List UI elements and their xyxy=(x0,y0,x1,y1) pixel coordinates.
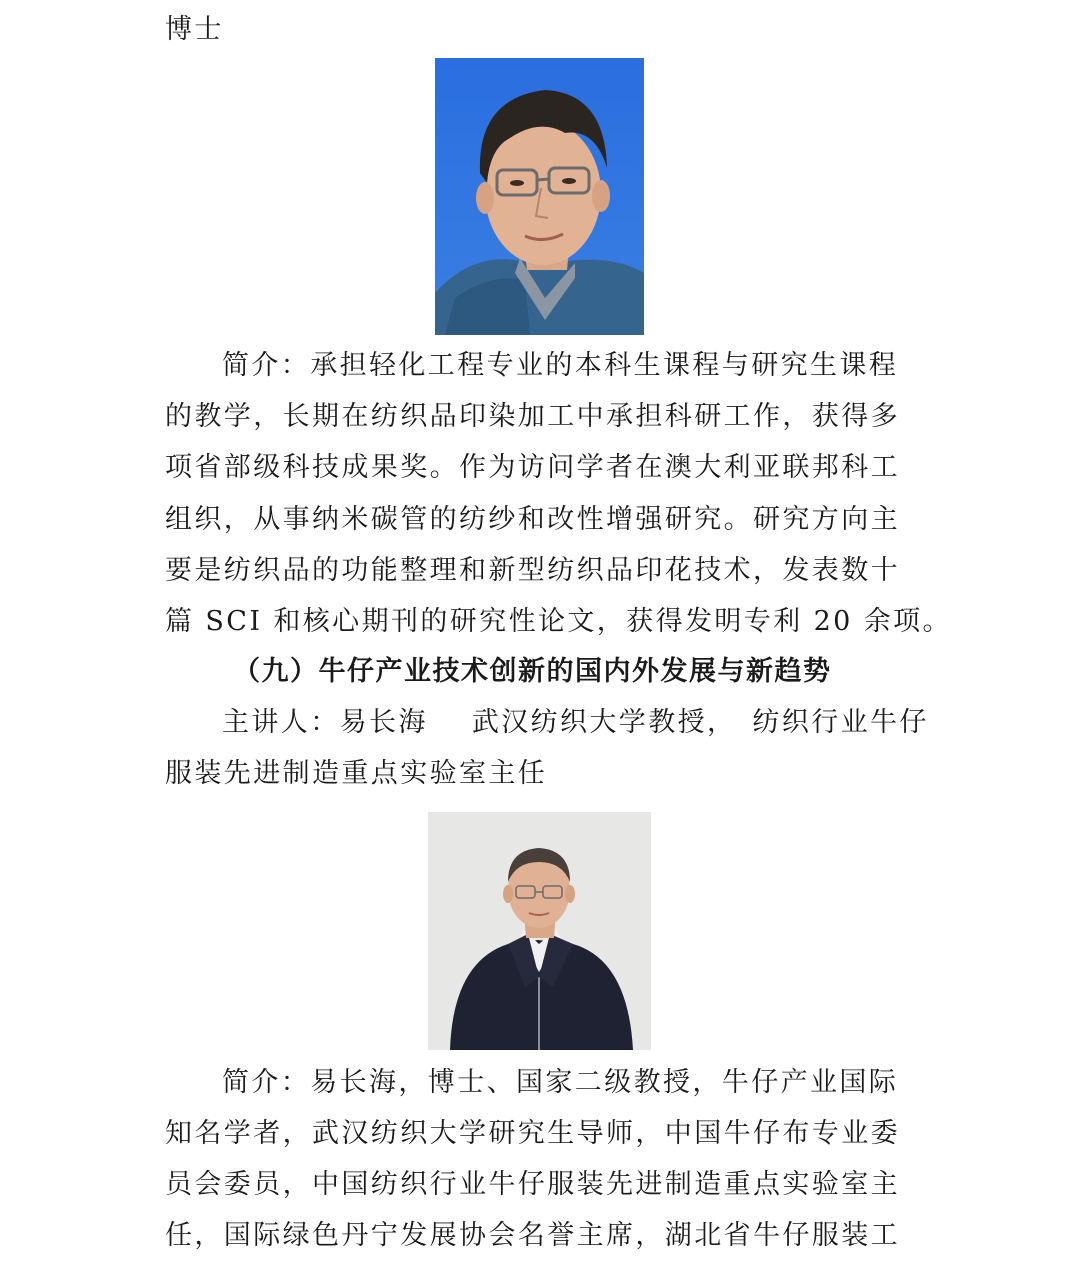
speaker2-bio-line-2: 知名学者，武汉纺织大学研究生导师，中国牛仔布专业委 xyxy=(165,1118,900,1149)
speaker2-bio-line-4: 任，国际绿色丹宁发展协会名誉主席，湖北省牛仔服装工 xyxy=(165,1220,900,1251)
speaker2-intro-line-2: 服装先进制造重点实验室主任 xyxy=(165,758,548,789)
speaker1-portrait xyxy=(435,58,644,335)
speaker2-bio-line-1: 简介：易长海，博士、国家二级教授，牛仔产业国际 xyxy=(222,1067,899,1098)
section-heading: （九）牛仔产业技术创新的国内外发展与新趋势 xyxy=(233,656,832,687)
speaker2-intro-line-1 xyxy=(222,705,982,741)
speaker1-bio-line-1: 简介：承担轻化工程专业的本科生课程与研究生课程 xyxy=(222,350,899,381)
speaker1-bio-line-2: 的教学，长期在纺织品印染加工中承担科研工作，获得多 xyxy=(165,401,900,432)
speaker2-portrait xyxy=(428,812,651,1050)
speaker1-bio-line-4: 组织，从事纳米碳管的纺纱和改性增强研究。研究方向主 xyxy=(165,504,900,535)
speaker2-name: 主讲人：易长海 xyxy=(222,707,428,738)
speaker1-portrait-drawing xyxy=(435,58,644,335)
speaker1-bio-line-6: 篇 SCI 和核心期刊的研究性论文，获得发明专利 20 余项。 xyxy=(165,606,952,637)
speaker1-bio-line-5: 要是纺织品的功能整理和新型纺织品印花技术，发表数十 xyxy=(165,555,900,586)
speaker2-role-start: 纺织行业牛仔 xyxy=(752,707,929,738)
speaker2-affiliation: 武汉纺织大学教授， xyxy=(471,707,737,738)
speaker2-portrait-drawing xyxy=(428,812,651,1050)
speaker2-bio-line-3: 员会委员，中国纺织行业牛仔服装先进制造重点实验室主 xyxy=(165,1169,900,1200)
speaker1-bio-line-3: 项省部级科技成果奖。作为访问学者在澳大利亚联邦科工 xyxy=(165,452,900,483)
title-suffix: 博士 xyxy=(165,14,224,45)
